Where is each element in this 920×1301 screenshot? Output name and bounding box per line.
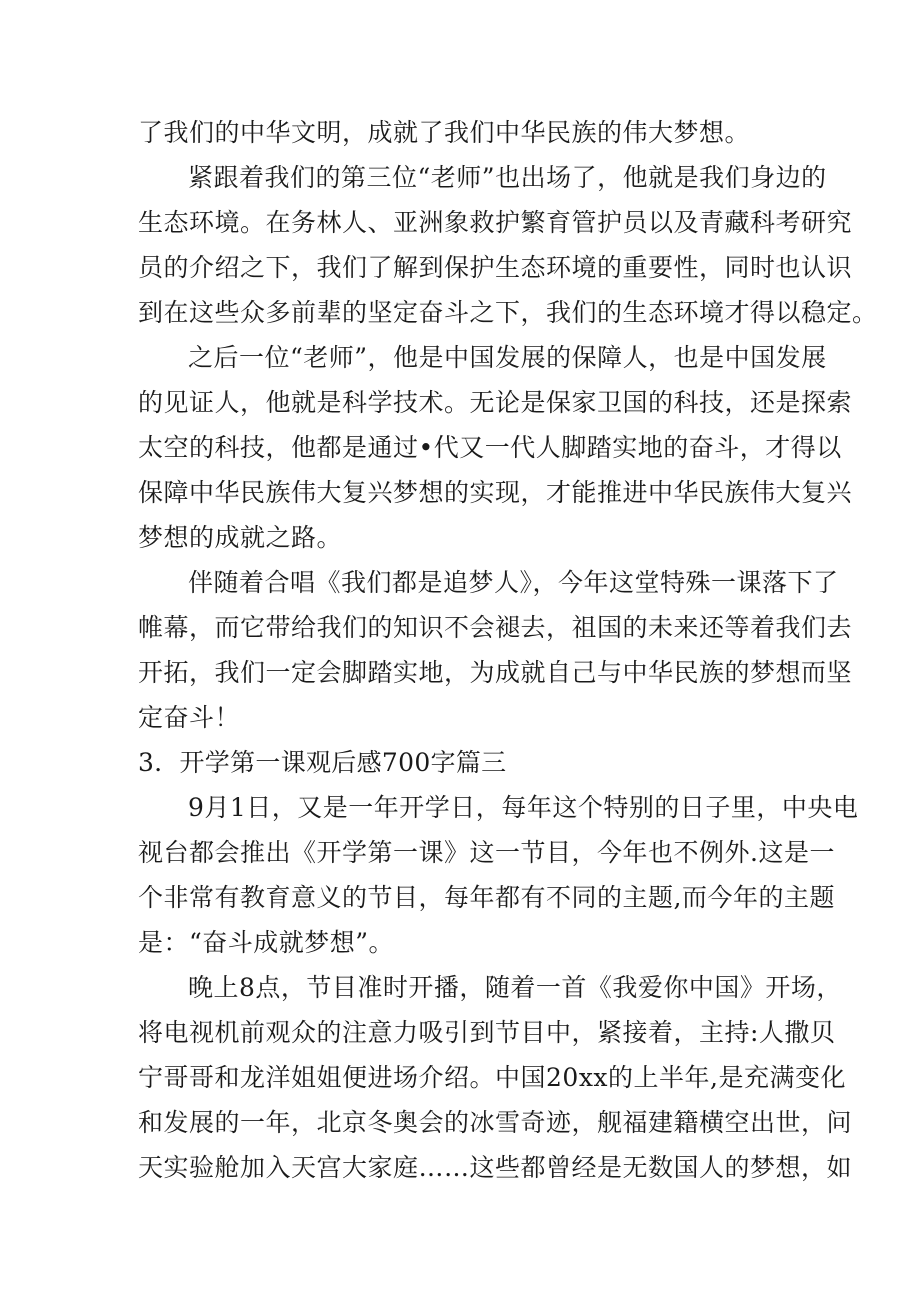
- paragraph-first-line: 紧跟着我们的第三位“老师”也出场了，他就是我们身边的: [188, 163, 827, 192]
- text-line: 是：“奋斗成就梦想”。: [138, 928, 395, 957]
- text-line: 到在这些众多前辈的坚定奋斗之下，我们的生态环境才得以稳定。: [138, 298, 878, 327]
- text-line: 视台都会推出《开学第一课》这一节目，今年也不例外.这是一: [138, 838, 835, 867]
- text-line: 开拓，我们一定会脚踏实地，为成就自己与中华民族的梦想而坚: [138, 658, 853, 687]
- text-line: 帷幕，而它带给我们的知识不会褪去，祖国的未来还等着我们去: [138, 613, 853, 642]
- text-line: 生态环境。在务林人、亚洲象救护繁育管护员以及青藏科考研究: [138, 208, 853, 237]
- section-heading: 3．开学第一课观后感700字篇三: [138, 748, 507, 777]
- paragraph-first-line: 伴随着合唱《我们都是追梦人》，今年这堂特殊一课落下了: [188, 568, 839, 597]
- text-line: 梦想的成就之路。: [138, 523, 343, 552]
- text-line: 个非常有教育意义的节目，每年都有不同的主题,而今年的主题: [138, 883, 835, 912]
- text-line: 员的介绍之下，我们了解到保护生态环境的重要性，同时也认识: [138, 253, 853, 282]
- text-line: 保障中华民族伟大复兴梦想的实现，才能推进中华民族伟大复兴: [138, 478, 853, 507]
- paragraph-first-line: 之后一位“老师”，他是中国发展的保障人，也是中国发展: [188, 343, 827, 372]
- text-line: 的见证人，他就是科学技术。无论是保家卫国的科技，还是探索: [138, 388, 853, 417]
- text-line: 宁哥哥和龙洋姐姐便进场介绍。中国20xx的上半年,是充满变化: [138, 1063, 846, 1092]
- text-line: 天实验舱加入天宫大家庭……这些都曾经是无数国人的梦想，如: [138, 1153, 853, 1182]
- text-line: 太空的科技，他都是通过•代又一代人脚踏实地的奋斗，才得以: [138, 433, 842, 462]
- paragraph-first-line: 9月1日，又是一年开学日，每年这个特别的日子里，中央电: [188, 793, 859, 822]
- text-line: 将电视机前观众的注意力吸引到节目中，紧接着，主持:人撒贝: [138, 1018, 836, 1047]
- text-line: 和发展的一年，北京冬奥会的冰雪奇迹，舰福建籍横空出世，问: [138, 1108, 853, 1137]
- text-line: 定奋斗！: [138, 703, 241, 732]
- text-line: 了我们的中华文明，成就了我们中华民族的伟大梦想。: [138, 118, 751, 147]
- paragraph-first-line: 晚上8点，节目准时开播，随着一首《我爱你中国》开场，: [188, 973, 842, 1002]
